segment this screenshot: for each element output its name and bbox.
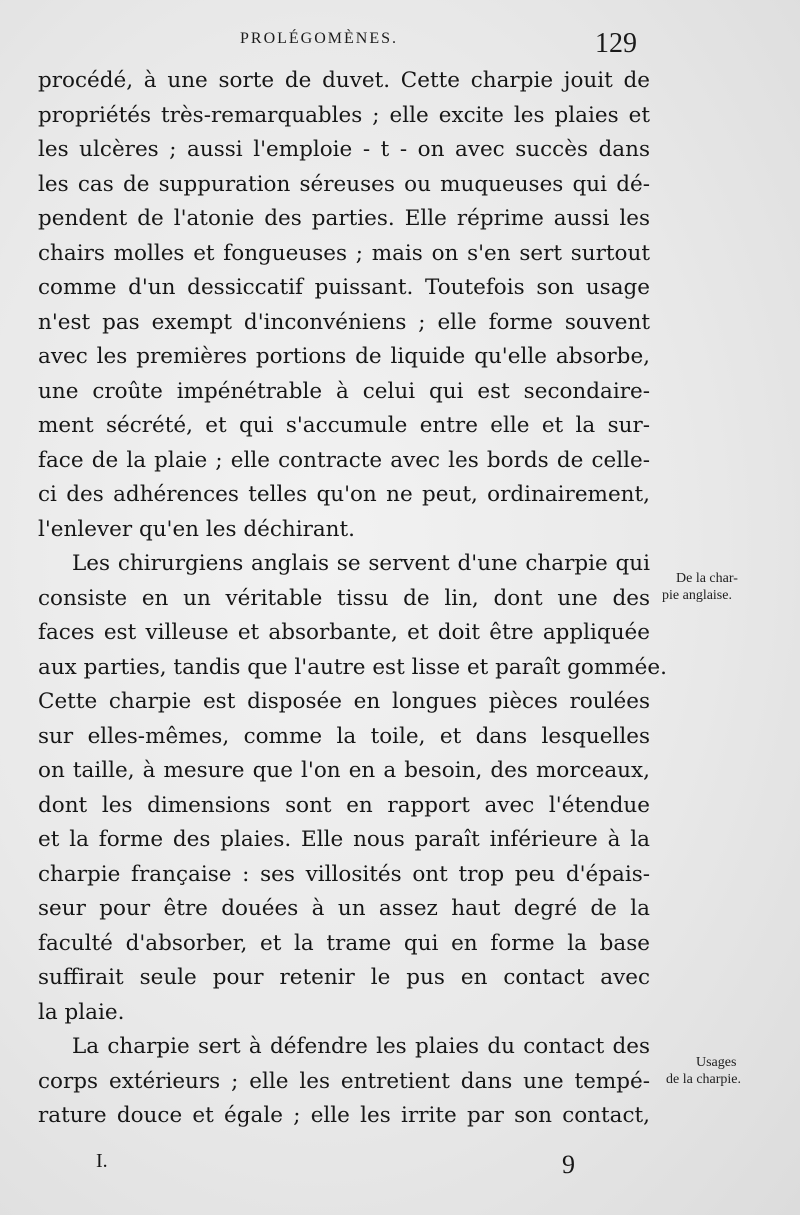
- text-line: sur elles-mêmes, comme la toile, et dans lesquelles: [38, 723, 650, 749]
- margin-note-line: De la char-: [676, 571, 738, 586]
- text-line: face de la plaie ; elle contracte avec les bords de celle-: [38, 447, 650, 473]
- text-line: propriétés très-remarquables ; elle excite les plaies et: [38, 102, 650, 128]
- text-line: faces est villeuse et absorbante, et doit être appliquée: [38, 620, 650, 645]
- margin-note-line: de la charpie.: [666, 1072, 742, 1087]
- text-line: rature douce et égale ; elle les irrite par son contact,: [38, 1103, 650, 1128]
- text-line: comme d'un dessiccatif puissant. Toutefois son usage: [38, 275, 650, 300]
- text-line: n'est pas exempt d'inconvéniens ; elle forme souvent: [38, 309, 650, 335]
- margin-note-line: Usages: [696, 1055, 737, 1070]
- text-line: dont les dimensions sont en rapport avec l'étendue: [38, 792, 650, 818]
- volume-signature: I.: [96, 1150, 108, 1172]
- text-line: chairs molles et fongueuses ; mais on s'en sert surtout: [38, 240, 650, 266]
- text-line: une croûte impénétrable à celui qui est secondaire-: [38, 378, 650, 404]
- text-line: ment sécrété, et qui s'accumule entre elle et la sur-: [38, 413, 650, 438]
- text-line: avec les premières portions de liquide qu'elle absorbe,: [38, 344, 650, 369]
- text-line: faculté d'absorber, et la trame qui en forme la base: [38, 930, 650, 956]
- text-line: corps extérieurs ; elle les entretient dans une tempé-: [38, 1068, 650, 1094]
- text-line: les ulcères ; aussi l'emploie - t - on avec succès dans: [38, 137, 650, 162]
- gathering-signature: 9: [562, 1150, 575, 1179]
- page-number: 129: [595, 28, 637, 59]
- margin-note-usages-charpie: [666, 1054, 741, 1088]
- text-line: pendent de l'atonie des parties. Elle réprime aussi les: [38, 206, 650, 231]
- body-text: [38, 64, 667, 1134]
- text-line: l'enlever qu'en les déchirant.: [38, 516, 355, 542]
- text-line: les cas de suppuration séreuses ou muqueuses qui dé-: [38, 171, 650, 197]
- text-line: on taille, à mesure que l'on en a besoin, des morceaux,: [38, 758, 650, 783]
- running-head: PROLÉGOMÈNES.: [240, 30, 399, 47]
- text-line: Les chirurgiens anglais se servent d'une charpie qui: [72, 551, 650, 576]
- text-line: La charpie sert à défendre les plaies du contact des: [72, 1034, 650, 1059]
- margin-note-line: pie anglaise.: [662, 588, 732, 603]
- text-line: Cette charpie est disposée en longues pièces roulées: [38, 689, 650, 714]
- text-line: ci des adhérences telles qu'on ne peut, ordinairement,: [38, 482, 650, 507]
- text-line: charpie française : ses villosités ont trop peu d'épais-: [38, 861, 650, 887]
- margin-note-charpie-anglaise: [662, 570, 738, 604]
- text-line: suffirait seule pour retenir le pus en contact avec: [38, 965, 650, 990]
- text-line: et la forme des plaies. Elle nous paraît inférieure à la: [38, 827, 650, 852]
- text-line: seur pour être douées à un assez haut degré de la: [38, 896, 650, 921]
- text-line: procédé, à une sorte de duvet. Cette charpie jouit de: [38, 68, 650, 93]
- text-line: consiste en un véritable tissu de lin, dont une des: [38, 585, 650, 611]
- text-line: aux parties, tandis que l'autre est lisse et paraît gommée.: [38, 654, 667, 680]
- text-line: la plaie.: [38, 999, 125, 1025]
